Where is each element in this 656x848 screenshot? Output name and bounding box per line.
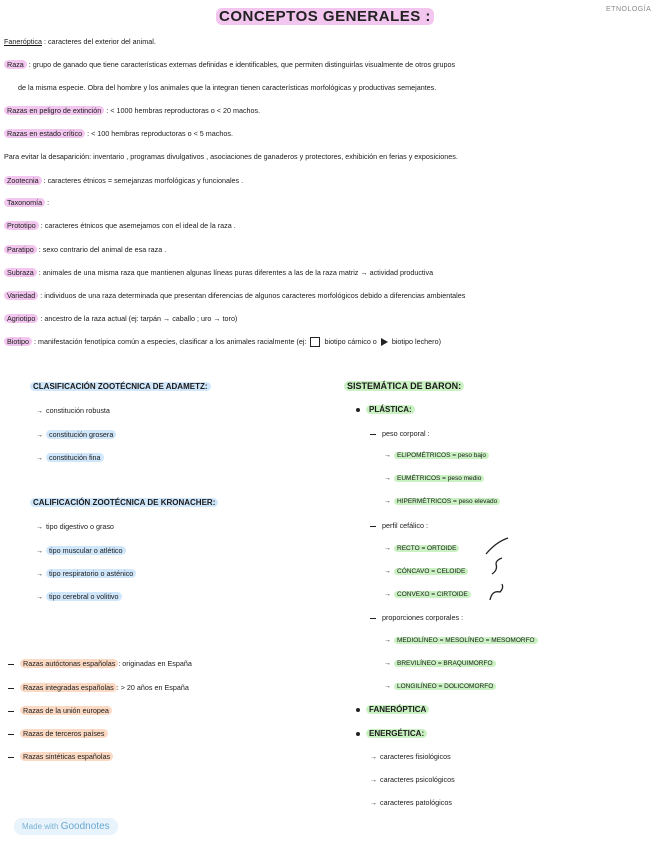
- prop-label: proporciones corporales :: [370, 613, 463, 622]
- arrow-icon: →: [36, 455, 43, 462]
- def-term: Raza: [4, 60, 27, 69]
- plastica-heading: PLÁSTICA:: [356, 405, 415, 414]
- peso-item: → EUMÉTRICOS = peso medio: [384, 475, 484, 482]
- def-raza-cont: [18, 82, 436, 93]
- def-desaparicion: [4, 151, 458, 162]
- def-example-1: biotipo cárnico o: [324, 337, 377, 346]
- def-text: : < 100 hembras reproductoras o < 5 machos.: [87, 129, 233, 138]
- def-variedad: [4, 290, 465, 301]
- def-term: Zootecnia: [4, 176, 42, 185]
- perfil-item: → RECTO = ORTOIDE: [384, 545, 459, 552]
- def-term: Biotipo: [4, 337, 32, 346]
- def-text: :: [47, 198, 50, 207]
- arrow-icon: →: [384, 568, 391, 575]
- energ-item: → caracteres psicológicos: [370, 775, 455, 784]
- def-term: Prototipo: [4, 221, 39, 230]
- straight-profile-icon: [486, 538, 508, 554]
- def-taxonomia: [4, 197, 49, 208]
- def-text: : caracteres del exterior del animal.: [43, 37, 156, 46]
- def-text: : manifestación fenotípica común a especies, clasificar a los animales racialmente: [33, 337, 295, 346]
- faneroptica-heading: FANERÓPTICA: [356, 705, 429, 714]
- arrow-icon: →: [384, 545, 391, 552]
- raza-item: Razas integradas españolas : > 20 años en España: [8, 683, 189, 692]
- def-text: : caracteres étnicos = semejanzas morfológicas y funcionales .: [43, 176, 244, 185]
- arrow-icon: →: [384, 637, 391, 644]
- peso-item: → HIPERMÉTRICOS = peso elevado: [384, 498, 500, 505]
- def-subraza: [4, 267, 433, 278]
- prop-item: → BREVILÍNEO = BRAQUIMORFO: [384, 660, 496, 667]
- concave-profile-icon: [492, 558, 502, 574]
- badge-brand: Goodnotes: [60, 821, 110, 832]
- arrow-icon: →: [36, 432, 43, 439]
- def-agriotipo: [4, 313, 237, 324]
- kronacher-heading: CALIFICACIÓN ZOOTÉCNICA DE KRONACHER:: [30, 498, 218, 507]
- square-icon: [310, 337, 320, 347]
- perfil-item: → CÓNCAVO = CELOIDE: [384, 568, 468, 575]
- kronacher-item: → tipo muscular o atlético: [36, 546, 126, 555]
- def-example-label: (ej:: [296, 337, 307, 346]
- prop-item: → MEDIOLÍNEO = MESOLÍNEO = MESOMORFO: [384, 637, 538, 644]
- arrow-icon: →: [384, 475, 391, 482]
- arrow-icon: →: [36, 524, 43, 531]
- def-term: Taxonomía: [4, 198, 45, 207]
- def-biotipo: [4, 336, 441, 347]
- arrow-icon: →: [384, 660, 391, 667]
- def-paratipo: [4, 244, 166, 255]
- arrow-icon: →: [36, 594, 43, 601]
- energ-item: → caracteres patológicos: [370, 798, 452, 807]
- perfil-label: perfil cefálico :: [370, 521, 428, 530]
- def-text: : < 1000 hembras reproductoras o < 20 machos.: [106, 106, 261, 115]
- def-text: : ancestro de la raza actual (ej: tarpán → caballo ; uro → toro): [40, 314, 238, 323]
- arrow-icon: →: [384, 498, 391, 505]
- def-raza: [4, 59, 455, 70]
- page-title: CONCEPTOS GENERALES :: [216, 8, 434, 25]
- prop-item: → LONGILÍNEO = DOLICOMORFO: [384, 683, 496, 690]
- def-peligro: [4, 105, 260, 116]
- arrow-icon: →: [36, 548, 43, 555]
- energetica-heading: ENERGÉTICA:: [356, 729, 427, 738]
- def-zootecnia: [4, 175, 243, 186]
- subject-tag: ETNOLOGÍA: [606, 6, 652, 13]
- def-example-2: biotipo lechero): [391, 337, 441, 346]
- energ-item: → caracteres fisiológicos: [370, 752, 451, 761]
- arrow-icon: →: [36, 408, 43, 415]
- adametz-heading: CLASIFICACIÓN ZOOTÉCNICA DE ADAMETZ:: [30, 382, 211, 391]
- raza-item: Razas autóctonas españolas : originadas en España: [8, 659, 192, 668]
- def-term: Variedad: [4, 291, 38, 300]
- arrow-icon: →: [370, 754, 377, 761]
- made-with-badge[interactable]: [14, 818, 118, 835]
- def-critico: [4, 128, 233, 139]
- def-text: : individuos de una raza determinada que presentan diferencias de algunos caracteres morfológicos debido a diferencias ambientales: [40, 291, 466, 300]
- profile-sketch-icons: [482, 534, 518, 604]
- def-faneroptica: [4, 36, 156, 47]
- badge-prefix: Made with: [22, 822, 59, 831]
- raza-item: Razas sintéticas españolas: [8, 752, 113, 761]
- baron-heading: SISTEMÁTICA DE BARON:: [344, 381, 464, 391]
- def-text: de la misma especie. Obra del hombre y los animales que la integran tienen características morfológicas y productivas semejantes.: [18, 83, 437, 92]
- def-text: : animales de una misma raza que mantienen algunas líneas puras diferentes a las de la raza matriz → actividad productiva: [38, 268, 434, 277]
- convex-profile-icon: [490, 584, 503, 600]
- def-text: : grupo de ganado que tiene características externas definidas e identificables, que permiten distinguirlas visualmente de otros grupos: [28, 60, 456, 69]
- adametz-item: → constitución robusta: [36, 406, 110, 415]
- peso-item: → ELIPOMÉTRICOS = peso bajo: [384, 452, 489, 459]
- def-prototipo: [4, 220, 236, 231]
- raza-item: Razas de la unión europea: [8, 706, 112, 715]
- def-term: Subraza: [4, 268, 37, 277]
- def-text: Para evitar la desaparición: inventario , programas divulgativos , asociaciones de ganaderos y protectores, exhibición en ferias y exposiciones.: [4, 152, 458, 161]
- def-term: Paratipo: [4, 245, 37, 254]
- def-text: : caracteres étnicos que asemejamos con el ideal de la raza .: [40, 221, 236, 230]
- kronacher-item: → tipo respiratorio o asténico: [36, 569, 136, 578]
- def-term: Agriotipo: [4, 314, 38, 323]
- arrow-icon: →: [384, 452, 391, 459]
- kronacher-item: → tipo cerebral o volitivo: [36, 592, 122, 601]
- raza-item: Razas de terceros países: [8, 729, 108, 738]
- kronacher-item: → tipo digestivo o graso: [36, 522, 114, 531]
- arrow-icon: →: [370, 800, 377, 807]
- def-term: Razas en estado crítico: [4, 129, 85, 138]
- arrow-icon: →: [384, 591, 391, 598]
- def-term: Razas en peligro de extinción: [4, 106, 104, 115]
- arrow-icon: →: [384, 683, 391, 690]
- adametz-item: → constitución fina: [36, 453, 104, 462]
- arrow-icon: →: [36, 571, 43, 578]
- peso-label: peso corporal :: [370, 429, 430, 438]
- def-text: : sexo contrario del animal de esa raza .: [38, 245, 167, 254]
- triangle-icon: [381, 338, 388, 346]
- arrow-icon: →: [370, 777, 377, 784]
- perfil-item: → CONVEXO = CIRTOIDE: [384, 591, 471, 598]
- adametz-item: → constitución grosera: [36, 430, 116, 439]
- def-term: Faneróptica: [4, 37, 42, 46]
